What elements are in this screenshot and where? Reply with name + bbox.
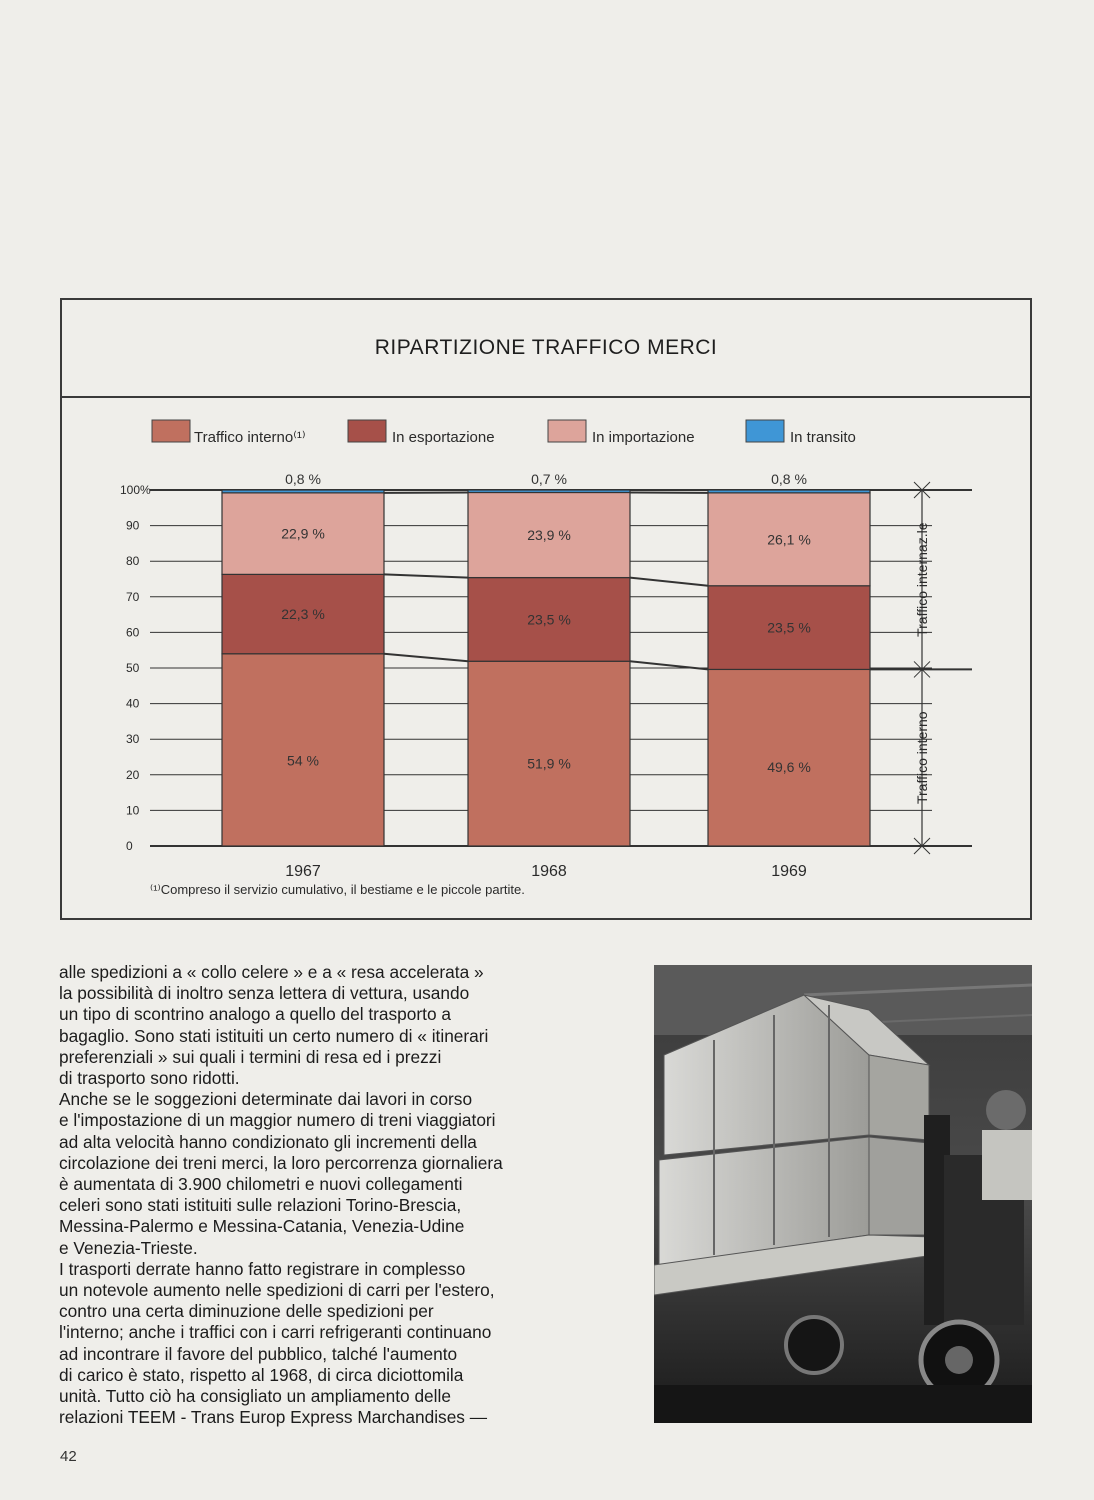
- body-text-line: un tipo di scontrino analogo a quello del trasporto a: [59, 1004, 451, 1025]
- body-text-line: la possibilità di inoltro senza lettera di vettura, usando: [59, 983, 470, 1004]
- legend-label: In transito: [790, 429, 856, 446]
- bar-segment: [708, 490, 870, 493]
- y-tick-label: 70: [126, 589, 140, 604]
- data-label: 22,9 %: [281, 525, 325, 542]
- bar-segment: [222, 654, 384, 846]
- body-text-line: ad incontrare il favore del pubblico, talché l'aumento: [59, 1343, 458, 1364]
- forklift-crates-photo: [654, 965, 1032, 1423]
- body-text-line: Anche se le soggezioni determinate dai lavori in corso: [59, 1089, 473, 1110]
- x-tick-label: 1969: [771, 863, 807, 880]
- body-text-line: l'interno; anche i traffici con i carri refrigeranti continuano: [59, 1322, 492, 1343]
- body-text-line: di trasporto sono ridotti.: [59, 1068, 240, 1089]
- y-tick-label: 30: [126, 732, 140, 747]
- chart-footnote: ⁽¹⁾Compreso il servizio cumulativo, il bestiame e le piccole partite.: [150, 882, 525, 897]
- bar-segment: [222, 490, 384, 493]
- body-text-line: I trasporti derrate hanno fatto registrare in complesso: [59, 1258, 466, 1279]
- data-label: 23,5 %: [527, 611, 571, 628]
- connector-line: [384, 574, 468, 577]
- body-text-line: bagaglio. Sono stati istituiti un certo numero di « itinerari: [59, 1025, 489, 1046]
- data-label: 23,5 %: [767, 619, 811, 636]
- stacked-bar-chart: [62, 300, 1030, 918]
- body-text-line: alle spedizioni a « collo celere » e a « resa accelerata »: [59, 962, 484, 982]
- body-text-line: contro una certa diminuzione delle spedizioni per: [59, 1301, 434, 1322]
- body-text-line: ad alta velocità hanno condizionato gli incrementi della: [59, 1131, 477, 1152]
- legend-label: In importazione: [592, 429, 695, 446]
- body-text-line: è aumentata di 3.900 chilometri e nuovi collegamenti: [59, 1174, 463, 1195]
- y-tick-label: 80: [126, 554, 140, 569]
- data-label: 0,8 %: [285, 471, 321, 487]
- x-tick-label: 1968: [531, 863, 567, 880]
- body-text-line: e Venezia-Trieste.: [59, 1237, 198, 1258]
- chart-frame: [60, 298, 1032, 920]
- body-text-line: un notevole aumento nelle spedizioni di carri per l'estero,: [59, 1280, 495, 1301]
- y-tick-label: 10: [126, 803, 140, 818]
- bar-segment: [468, 490, 630, 492]
- legend-swatch: [152, 420, 190, 442]
- chart-title: RIPARTIZIONE TRAFFICO MERCI: [62, 300, 1030, 398]
- body-text-line: circolazione dei treni merci, la loro percorrenza giornaliera: [59, 1152, 503, 1173]
- legend-swatch: [548, 420, 586, 442]
- data-label: 22,3 %: [281, 606, 325, 623]
- data-label: 51,9 %: [527, 755, 571, 772]
- x-tick-label: 1967: [285, 863, 321, 880]
- body-text-line: unità. Tutto ciò ha consigliato un ampliamento delle: [59, 1386, 451, 1407]
- body-text-line: celeri sono stati istituiti sulle relazioni Torino-Brescia,: [59, 1195, 462, 1216]
- y-tick-label: 90: [126, 518, 140, 533]
- y-tick-label: 60: [126, 625, 140, 640]
- bar-segment: [708, 669, 870, 846]
- data-label: 49,6 %: [767, 758, 811, 775]
- y-tick-label: 50: [126, 661, 140, 675]
- legend-label: Traffico interno⁽¹⁾: [194, 429, 306, 446]
- data-label: 26,1 %: [767, 531, 811, 548]
- legend-swatch: [746, 420, 784, 442]
- body-text-line: di carico è stato, rispetto al 1968, di circa diciottomila: [59, 1364, 464, 1385]
- legend-label: In esportazione: [392, 429, 495, 446]
- body-text-line: Messina-Palermo e Messina-Catania, Venezia-Udine: [59, 1216, 465, 1237]
- connector-line: [384, 654, 468, 661]
- legend-swatch: [348, 420, 386, 442]
- page-number: 42: [60, 1448, 77, 1465]
- data-label: 0,8 %: [771, 471, 807, 487]
- side-label-international: Traffico internaz.le: [914, 522, 930, 637]
- y-tick-label: 20: [126, 767, 140, 782]
- connector-line: [630, 578, 708, 586]
- data-label: 0,7 %: [531, 471, 567, 487]
- y-tick-label: 100%: [120, 483, 151, 497]
- body-text-line: relazioni TEEM - Trans Europ Express Marchandises —: [59, 1407, 488, 1428]
- side-label-internal: Traffico interno: [914, 711, 930, 805]
- body-text-line: e l'impostazione di un maggior numero di treni viaggiatori: [59, 1110, 496, 1131]
- body-text-line: preferenziali » sui quali i termini di resa ed i prezzi: [59, 1046, 442, 1067]
- data-label: 23,9 %: [527, 527, 571, 544]
- data-label: 54 %: [287, 752, 319, 769]
- y-tick-label: 40: [126, 696, 140, 711]
- bar-segment: [468, 661, 630, 846]
- body-text: [59, 962, 619, 1428]
- y-tick-label: 0: [126, 839, 133, 853]
